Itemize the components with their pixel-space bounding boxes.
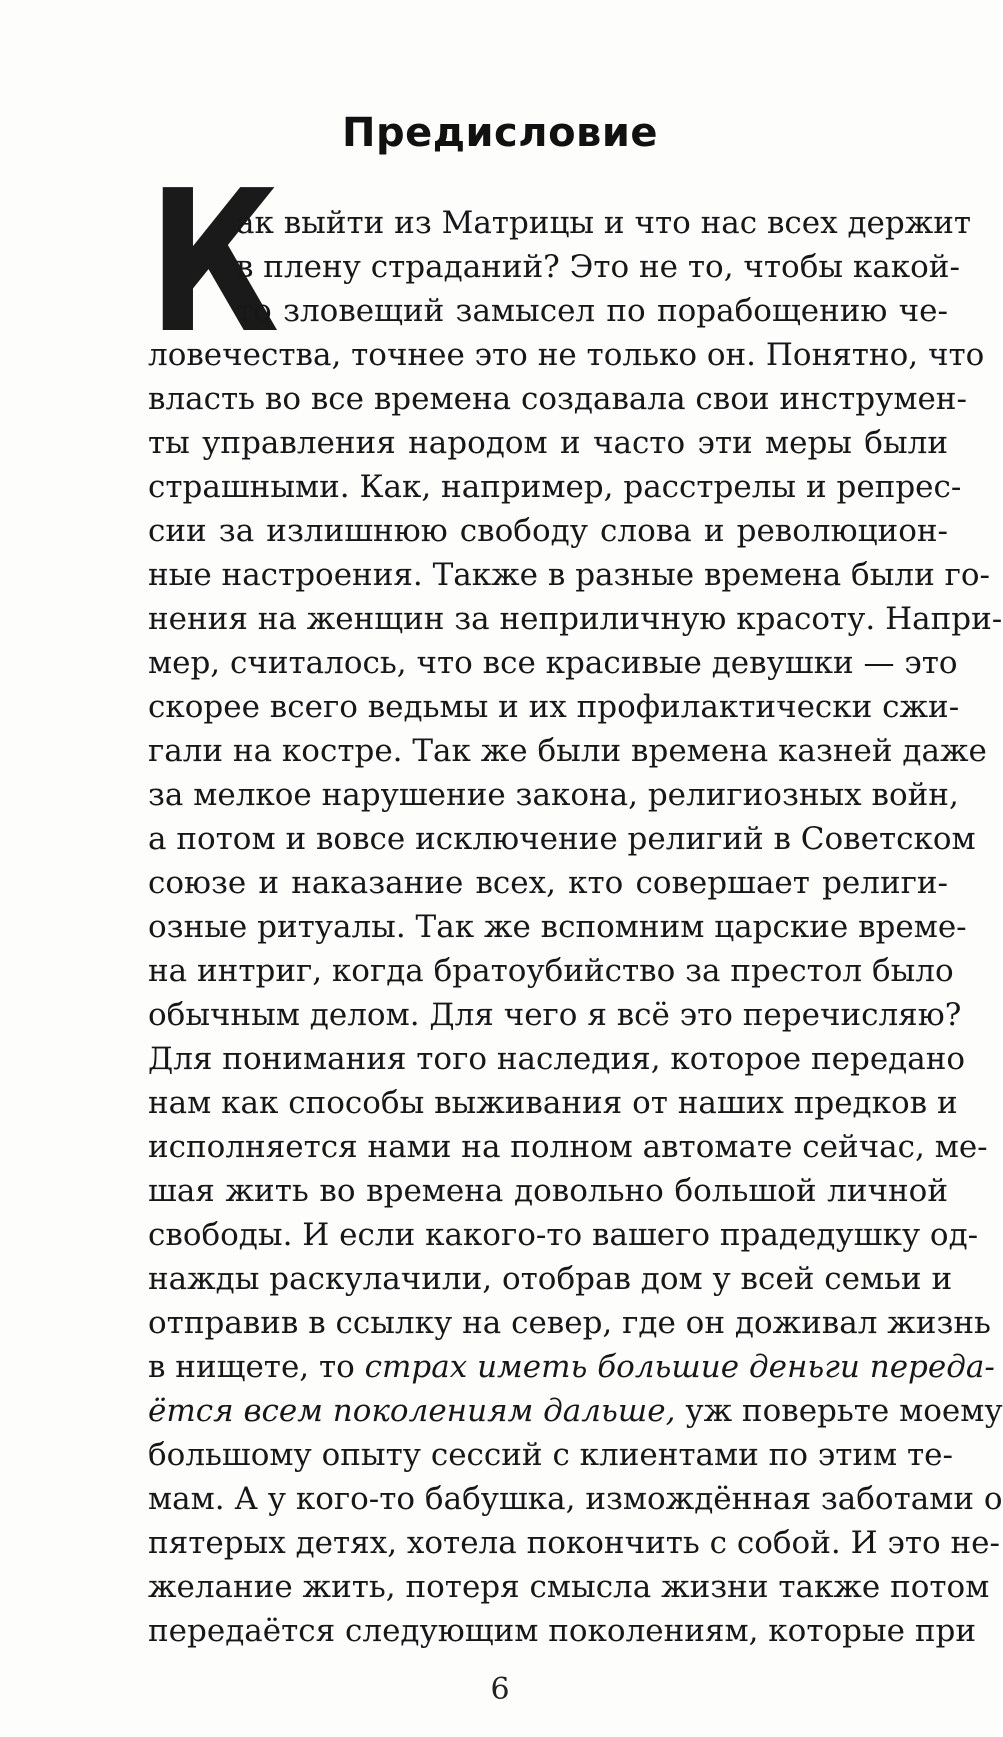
text-line-27 (148, 1345, 995, 1389)
text-line-18: на интриг, когда братоубийство за престол было (148, 953, 954, 989)
text-line-17: озные ритуалы. Так же вспомним царские време- (148, 909, 967, 945)
text-line-33: передаётся следующим поколениям, которые при (148, 1613, 977, 1649)
text-line-11: мер, считалось, что все красивые девушки — это (148, 645, 958, 681)
text-line-26: отправив в ссылку на север, где он доживал жизнь (148, 1305, 991, 1341)
text-line-5: власть во все времена создавала свои инструмен- (148, 381, 967, 417)
drop-cap-letter: К (148, 149, 280, 377)
text-line-28-italic: ётся всем поколениям дальше, (148, 1393, 676, 1429)
text-line-28-plain: уж поверьте моему (675, 1393, 1003, 1429)
text-line-13: гали на костре. Так же были времена казней даже (148, 733, 987, 769)
text-line-6: ты управления народом и часто эти меры были (148, 425, 948, 461)
text-line-24: свободы. И если какого-то вашего прадедушку од- (148, 1217, 979, 1253)
text-line-9: ные настроения. Также в разные времена были го- (148, 557, 990, 593)
text-line-2: в плену страданий? Это не то, чтобы какой- (236, 249, 960, 285)
text-line-31: пятерых детях, хотела покончить с собой. И это не- (148, 1525, 1000, 1561)
text-line-4: ловечества, точнее это не только он. Понятно, что (148, 337, 985, 373)
text-line-7: страшными. Как, например, расстрелы и репрес- (148, 469, 962, 505)
text-line-3: то зловещий замысел по порабощению че- (236, 293, 948, 329)
text-line-25: нажды раскулачили, отобрав дом у всей семьи и (148, 1261, 953, 1297)
text-line-28 (148, 1389, 1003, 1433)
text-line-20: Для понимания того наследия, которое передано (148, 1041, 966, 1077)
text-line-22: исполняется нами на полном автомате сейчас, ме- (148, 1129, 988, 1165)
text-line-1: ак выйти из Матрицы и что нас всех держит (236, 205, 972, 241)
text-line-8: сии за излишнюю свободу слова и революцион- (148, 513, 948, 549)
text-line-19: обычным делом. Для чего я всё это перечисляю? (148, 997, 962, 1033)
text-line-15: а потом и вовсе исключение религий в Советском (148, 821, 976, 857)
text-line-12: скорее всего ведьмы и их профилактически сжи- (148, 689, 960, 725)
text-line-14: за мелкое нарушение закона, религиозных войн, (148, 777, 959, 813)
page-number: 6 (490, 1672, 510, 1707)
text-line-27-italic: страх иметь большие деньги переда- (364, 1349, 995, 1385)
text-line-16: союзе и наказание всех, кто совершает религи- (148, 865, 948, 901)
text-line-23: шая жить во времена довольно большой личной (148, 1173, 948, 1209)
text-line-10: нения на женщин за неприличную красоту. Напри- (148, 601, 1003, 637)
text-line-27-plain: в нищете, то (148, 1349, 365, 1385)
text-line-21: нам как способы выживания от наших предков и (148, 1085, 958, 1121)
text-line-29: большому опыту сессий с клиентами по этим те- (148, 1437, 953, 1473)
text-line-32: желание жить, потеря смысла жизни также потом (148, 1569, 990, 1605)
chapter-title: Предисловие (341, 110, 659, 156)
text-line-30: мам. А у кого-то бабушка, измождённая заботами о (148, 1481, 1003, 1517)
